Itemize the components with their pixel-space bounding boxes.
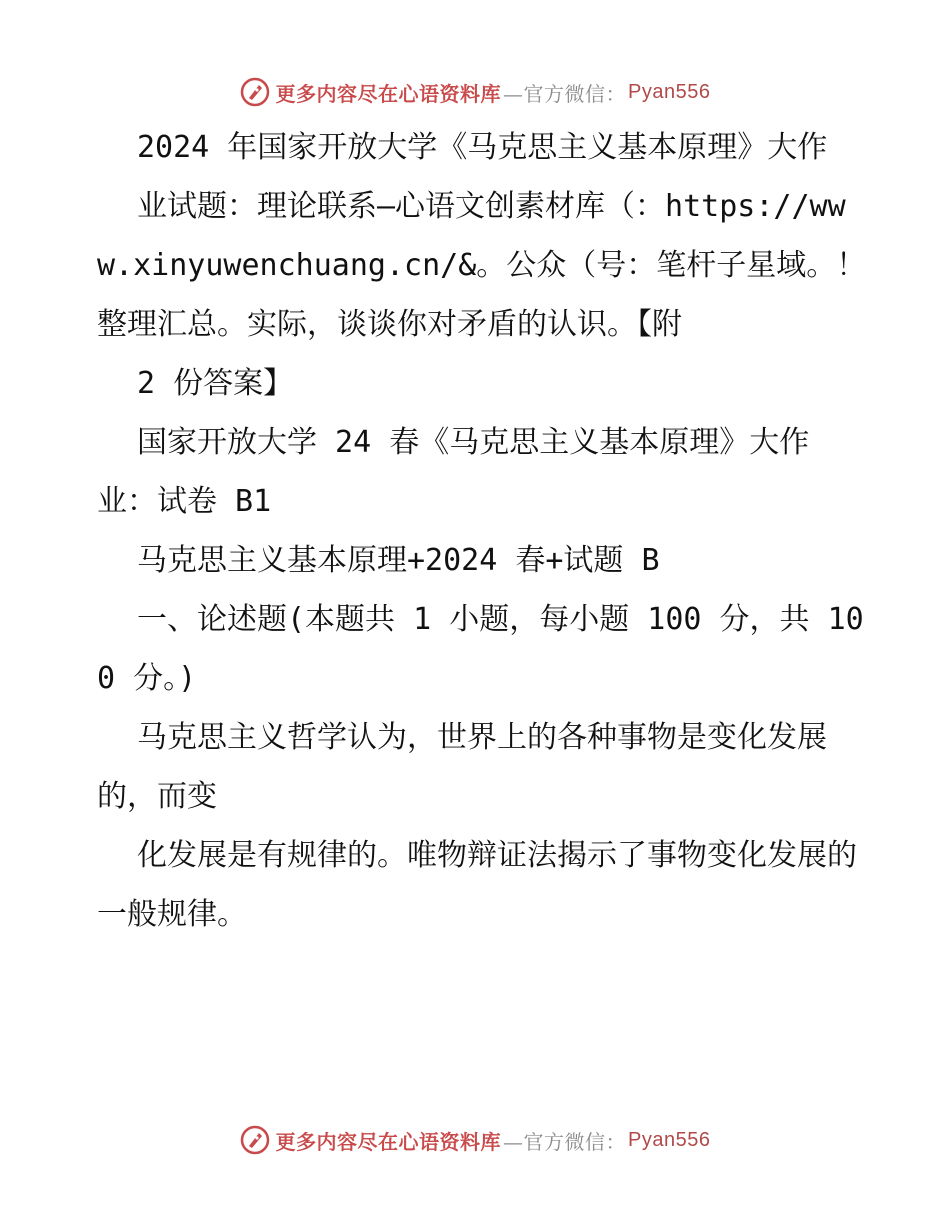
banner-wechat-label: —官方微信： bbox=[503, 1129, 627, 1154]
banner-text: 更多内容尽在心语资料库 bbox=[275, 81, 502, 106]
paragraph-exam-code: 马克思主义基本原理+2024 春+试题 B bbox=[137, 543, 660, 578]
pen-nib-logo-icon bbox=[240, 77, 270, 107]
header-watermark-banner bbox=[0, 72, 950, 112]
footer-watermark-banner bbox=[0, 1120, 950, 1160]
banner-wechat-id: Pyan556 bbox=[628, 80, 711, 103]
paragraph-title: 2024 年国家开放大学《马克思主义基本原理》大作 bbox=[137, 130, 828, 165]
paragraph-subtitle: 业试题：理论联系—心语文创素材库（：https://www.xinyuwenchuang.cn/&。公众（号：笔杆子星域。！整理汇总。实际，谈谈你对矛盾的认识。【附 bbox=[97, 189, 867, 342]
banner-text: 更多内容尽在心语资料库 bbox=[275, 1129, 502, 1154]
pen-nib-logo-icon bbox=[240, 1125, 270, 1155]
paragraph-answer-count: 2 份答案】 bbox=[137, 366, 294, 401]
document-body bbox=[97, 118, 867, 944]
paragraph-body-1: 马克思主义哲学认为，世界上的各种事物是变化发展的，而变 bbox=[97, 720, 827, 814]
banner-wechat-id: Pyan556 bbox=[628, 1128, 711, 1151]
banner-wechat-label: —官方微信： bbox=[503, 81, 627, 106]
paragraph-body-2: 化发展是有规律的。唯物辩证法揭示了事物变化发展的一般规律。 bbox=[97, 838, 857, 932]
paragraph-section-heading: 一、论述题(本题共 1 小题，每小题 100 分，共 100 分。) bbox=[97, 602, 864, 696]
paragraph-exam-title: 国家开放大学 24 春《马克思主义基本原理》大作业：试卷 B1 bbox=[97, 425, 810, 519]
